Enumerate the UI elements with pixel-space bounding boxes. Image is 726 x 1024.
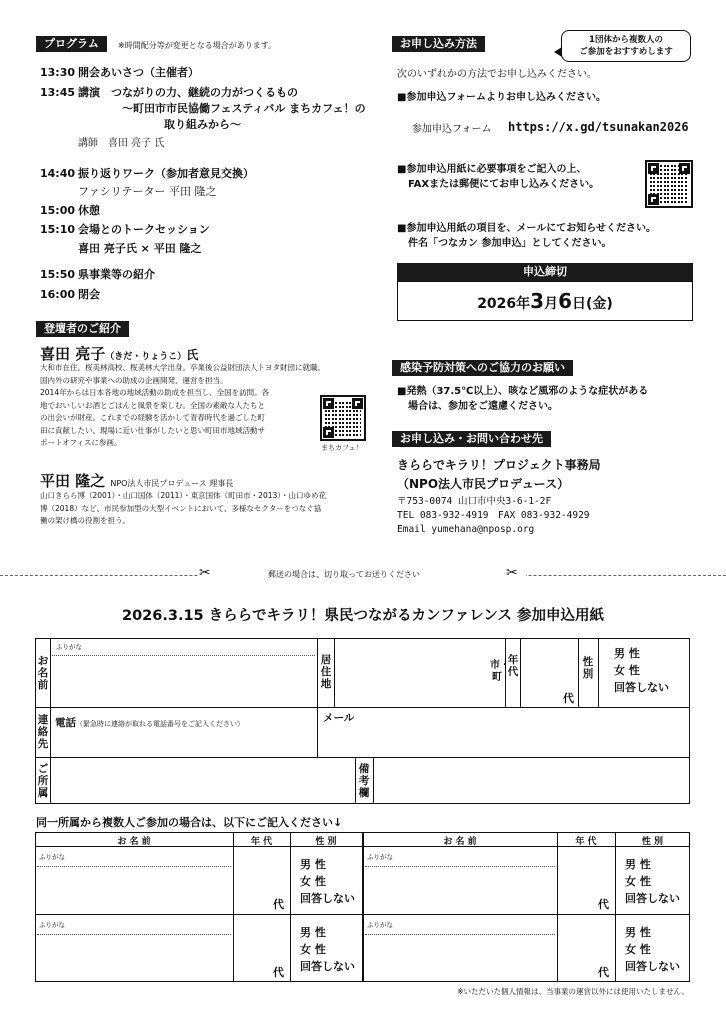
deadline-month-unit: 月 <box>544 296 559 312</box>
participant-gender-options[interactable] <box>625 856 680 907</box>
apply-fax <box>397 162 599 192</box>
gender-female-option[interactable]: 女 性 <box>300 875 326 888</box>
gender-noanswer-option[interactable]: 回答しない <box>625 960 680 973</box>
furigana-label: ふりがな <box>39 921 65 929</box>
gender-female-option[interactable]: 女 性 <box>300 943 326 956</box>
scissors-right-icon: ✂ <box>506 565 518 581</box>
affiliation-field[interactable] <box>52 760 352 802</box>
gender-label: 性別 <box>582 656 594 680</box>
mail-label: メール <box>323 712 355 724</box>
bio-line: 大和市在住。桜美林高校、桜美林大学出身。卒業後公益財団法人トヨタ財団に就職。 <box>40 363 325 372</box>
bio-line: ポートオフィスに参画。 <box>40 438 122 447</box>
gender-female-option[interactable]: 女 性 <box>625 943 651 956</box>
phone-note: （緊急時に連絡が取れる電話番号をご記入ください） <box>76 720 244 728</box>
col-name-left: お 名 前 <box>117 837 151 847</box>
mail-line: ■参加申込用紙の項目を、メールにてお知らせください。 <box>397 223 656 234</box>
bio-line: 地でおいしいお酒とごはんと風景を楽しむ。全国の素敵な人たちと <box>40 400 265 410</box>
program-time: 13:45 <box>40 86 76 99</box>
infection-line: 場合は、参加をご遠慮ください。 <box>408 401 558 412</box>
speaker2-bio <box>40 490 326 528</box>
infection-line: ■発熱（37.5℃以上）、咳など風邪のような症状がある <box>397 386 649 397</box>
program-item <box>40 85 298 101</box>
city-label: 市・町 <box>490 660 510 683</box>
bio-line: 山口きらら博（2001）・山口国体（2011）・東京国体（町田市・2013）・山口ゆめ花 <box>40 491 327 500</box>
form-label: 参加申込フォーム <box>412 124 492 135</box>
gender-female-option[interactable]: 女 性 <box>614 664 640 677</box>
program-item <box>40 65 199 81</box>
deadline-year: 2026年 <box>477 296 531 312</box>
contact-heading: お申し込み・お問い合わせ先 <box>392 431 551 447</box>
multi-title: 同一所属から複数人ご参加の場合は、以下にご記入ください↓ <box>36 816 343 829</box>
program-note: ※時間配分等が変更となる場合があります。 <box>118 41 277 50</box>
contact-tel: TEL 083-932-4919 FAX 083-932-4929 <box>397 510 590 521</box>
remarks-field[interactable] <box>376 760 686 802</box>
mail-field[interactable] <box>323 726 685 754</box>
gender-male-option[interactable]: 男 性 <box>300 858 326 871</box>
participant-name-field-right[interactable] <box>365 868 555 912</box>
form-qr-code-icon <box>645 160 693 208</box>
program-item <box>40 222 210 238</box>
program-item <box>40 287 100 303</box>
org-line: きららでキラリ！プロジェクト事務局 <box>397 458 601 472</box>
program-item <box>40 166 254 182</box>
program-item <box>164 117 241 133</box>
speaker-qr-code-icon <box>320 395 366 441</box>
privacy-note: ※いただいた個人情報は、当事業の運営以外には使用いたしません。 <box>457 987 689 996</box>
recommend-bubble <box>561 30 691 62</box>
program-text: ファシリテーター 平田 隆之 <box>78 185 217 198</box>
program-time: 16:00 <box>40 288 76 301</box>
cut-text: 郵送の場合は、切り取ってお送りください <box>268 570 420 579</box>
program-text: 取り組みから～ <box>164 118 241 131</box>
program-time: 15:00 <box>40 204 76 217</box>
bio-line: 国内外の研究や事業への助成の企画開発、運営を担当。 <box>40 375 228 385</box>
name-label: お名前 <box>37 655 49 691</box>
program-item <box>40 267 155 283</box>
phone-label: 電話 <box>55 717 76 729</box>
program-text: 振り返りワーク（参加者意見交換） <box>78 167 254 180</box>
program-text: 喜田 亮子氏 × 平田 隆之 <box>78 242 202 255</box>
affiliation-label: ご所属 <box>37 763 49 799</box>
program-time: 14:40 <box>40 167 76 180</box>
speaker1-bio <box>40 362 325 450</box>
infection-text <box>397 384 648 414</box>
speaker1-reading: （きだ・りょうこ） <box>105 352 187 362</box>
bio-line: 2014年からは日本各地の地域活動の助成を担当し、全国を訪問。各 <box>40 388 270 397</box>
bio-line: 働の架け橋の役割を担う。 <box>40 516 130 525</box>
bio-line: の出会いが財産。これまでの経験を活かして青春時代を過ごした町 <box>40 413 265 422</box>
contact-address: 〒753-0074 山口市中央3-6-1-2F <box>397 496 552 507</box>
bubble-line: ご参加をおすすめします <box>579 47 673 57</box>
furigana-label: ふりがな <box>367 921 393 929</box>
program-text: 閉会 <box>78 288 100 301</box>
deadline-day-unit: 日 <box>572 296 586 312</box>
bubble-line: 1団体から複数人の <box>589 35 663 45</box>
program-text: 会場とのトークセッション <box>78 223 210 236</box>
participant-name-field-left[interactable] <box>37 868 231 912</box>
program-time: 15:10 <box>40 223 76 236</box>
col-gender-left: 性 別 <box>315 837 337 847</box>
apply-heading: お申し込み方法 <box>392 36 485 52</box>
age-suffix: 代 <box>273 898 284 911</box>
speakers-heading: 登壇者のご紹介 <box>36 321 129 337</box>
contact-email[interactable]: Email yumehana@nposp.org <box>397 524 535 535</box>
gender-noanswer-option[interactable]: 回答しない <box>300 960 355 973</box>
speaker1-suffix: 氏 <box>186 348 199 362</box>
program-text: 休憩 <box>78 204 100 217</box>
fax-line: FAXまたは郵便にてお申し込みください。 <box>408 179 600 190</box>
age-suffix: 代 <box>598 898 609 911</box>
col-age-right: 年 代 <box>575 837 597 847</box>
gender-male-option[interactable]: 男 性 <box>625 926 651 939</box>
furigana-label: ふりがな <box>56 643 82 651</box>
program-item <box>78 135 164 152</box>
speaker2-title: NPO法人市民プロデュース 理事長 <box>110 479 234 488</box>
gender-female-option[interactable]: 女 性 <box>625 875 651 888</box>
address-field[interactable] <box>336 642 510 704</box>
age-label: 年代 <box>507 654 519 678</box>
program-time: 13:30 <box>40 66 76 79</box>
program-text: 県事業等の紹介 <box>78 268 155 281</box>
apply-intro: 次のいずれかの方法でお申し込みください。 <box>397 69 597 80</box>
age-suffix: 代 <box>273 966 284 979</box>
apply-web: ■参加申込フォームよりお申し込みください。 <box>397 92 606 103</box>
program-text: ～町田市市民協働フェスティバル まちカフェ！の <box>122 102 366 115</box>
contact-details <box>397 495 590 537</box>
form-title: 2026.3.15 きららでキラリ！県民つながるカンファレンス 参加申込用紙 <box>121 608 604 624</box>
contact-label: 連絡先 <box>37 714 49 750</box>
col-gender-right: 性 別 <box>641 837 664 847</box>
program-text: 講演 つながりの力、継続の力がつくるもの <box>78 86 298 99</box>
col-age-left: 年 代 <box>250 837 273 847</box>
contact-org <box>397 456 601 494</box>
name-field[interactable] <box>52 659 315 705</box>
program-item <box>40 203 100 219</box>
speaker1-name: 喜田 亮子 <box>40 345 106 363</box>
qr-caption: まちカフェ！ <box>321 444 363 452</box>
gender-male-option[interactable]: 男 性 <box>614 647 640 660</box>
age-suffix: 代 <box>563 692 574 705</box>
participant-gender-options[interactable] <box>300 856 355 907</box>
program-item <box>78 241 202 257</box>
speaker1-name-line <box>40 343 198 364</box>
speaker2-name-line <box>40 470 233 491</box>
participant-gender-options[interactable] <box>300 924 355 975</box>
deadline-month: 3 <box>530 289 545 313</box>
bio-line: 博（2018）など、市民参加型の大型イベントにおいて、多様なセクターをつなぐ協 <box>40 503 322 513</box>
program-text: 講師 喜田 亮子 氏 <box>78 138 165 149</box>
gender-noanswer-option[interactable]: 回答しない <box>625 892 680 905</box>
gender-options[interactable] <box>614 645 669 696</box>
apply-mail <box>397 221 656 251</box>
bio-line: 田に貢献したい、現場に近い仕事がしたいと思い町田市地域活動サ <box>40 425 265 435</box>
phone-field[interactable] <box>55 726 313 754</box>
program-text: 開会あいさつ（主催者） <box>78 66 199 79</box>
mail-line: 件名「つなカン 参加申込」としてください。 <box>408 238 612 249</box>
deadline-weekday: (金) <box>586 296 613 312</box>
fax-line: ■参加申込用紙に必要事項をご記入の上、 <box>397 164 587 175</box>
participant-name-field-right[interactable] <box>365 936 555 980</box>
col-name-right: お 名 前 <box>443 837 477 847</box>
participant-gender-options[interactable] <box>625 924 680 975</box>
org-line: （NPO法人市民プロデュース） <box>397 477 570 491</box>
program-item <box>122 101 366 117</box>
gender-noanswer-option[interactable]: 回答しない <box>300 892 355 905</box>
program-item <box>78 184 217 200</box>
deadline-box <box>397 281 693 321</box>
gender-male-option[interactable]: 男 性 <box>300 926 326 939</box>
address-label: 居住地 <box>320 654 332 690</box>
deadline-day: 6 <box>558 289 572 313</box>
remarks-label: 備考欄 <box>358 763 370 799</box>
furigana-label: ふりがな <box>367 853 393 861</box>
program-time: 15:50 <box>40 268 76 281</box>
infection-heading: 感染予防対策へのご協力のお願い <box>392 360 573 376</box>
age-suffix: 代 <box>598 966 609 979</box>
form-url-link[interactable]: https://x.gd/tsunakan2026 <box>508 120 689 134</box>
speaker2-name: 平田 隆之 <box>40 472 106 490</box>
deadline-label: 申込締切 <box>397 263 693 281</box>
program-heading: プログラム <box>36 36 107 52</box>
participant-name-field-left[interactable] <box>37 936 231 980</box>
furigana-label: ふりがな <box>39 853 65 861</box>
gender-male-option[interactable]: 男 性 <box>625 858 651 871</box>
scissors-left-icon: ✂ <box>199 565 211 581</box>
gender-noanswer-option[interactable]: 回答しない <box>614 681 669 694</box>
